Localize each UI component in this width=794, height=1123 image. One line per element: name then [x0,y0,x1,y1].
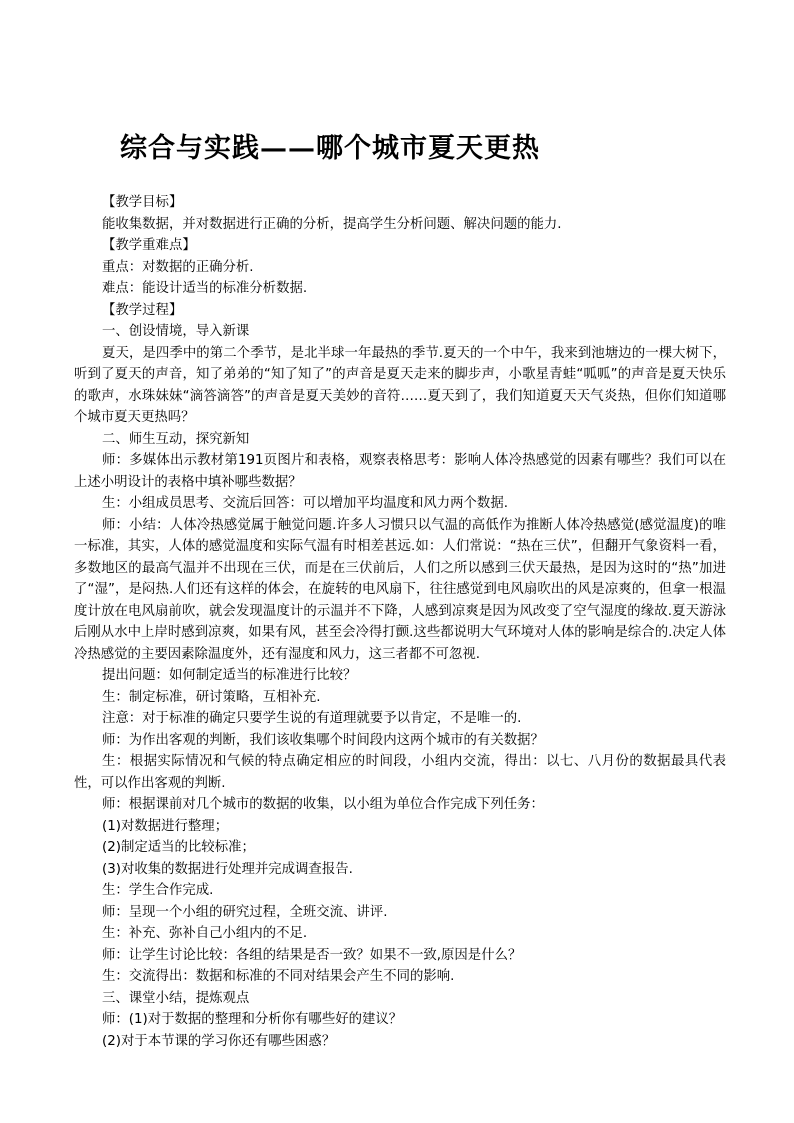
paragraph: 注意：对于标准的确定只要学生说的有道理就要予以肯定，不是唯一的. [102,711,522,726]
section-heading-key-points: 【教学重难点】 [102,238,196,253]
paragraph: 师：多媒体出示教材第191页图片和表格，观察表格思考：影响人体冷热感觉的因素有哪些？我们可以在上述小明设计的表格中填补哪些数据？ [74,453,726,490]
paragraph: 夏天，是四季中的第二个季节，是北半球一年最热的季节.夏天的一个中午，我来到池塘边的一棵大树下，听到了夏天的声音，知了弟弟的“知了知了”的声音是夏天走来的脚步声，小歌星青蛙“呱呱”的声音是夏天快乐的歌声，水珠妹妹“滴答滴答”的声音是夏天美妙的音符……夏天到了，我们知道夏天天气炎热，但你们知道哪个城市夏天更热吗？ [74,345,726,425]
page-title: 综合与实践——哪个城市夏天更热 [120,133,540,164]
subheading: 二、师生互动，探究新知 [102,431,250,447]
list-item: (1)对数据进行整理； [102,818,229,834]
paragraph: 师：呈现一个小组的研究过程，全班交流、讲评. [102,904,388,920]
paragraph: 生：学生合作完成. [102,883,214,898]
subheading: 一、创设情境，导入新课 [102,324,250,339]
paragraph: 生：制定标准，研讨策略，互相补充. [102,689,321,705]
section-heading-objectives: 【教学目标】 [102,195,183,210]
paragraph: 生：补充、弥补自己小组内的不足. [102,926,308,941]
list-item: (3)对收集的数据进行处理并完成调查报告. [102,861,353,877]
paragraph: 师：让学生讨论比较：各组的结果是否一致？如果不一致,原因是什么？ [102,947,522,963]
list-item: (2)制定适当的比较标准； [102,840,255,855]
section-heading-process: 【教学过程】 [102,302,183,318]
paragraph: 生：小组成员思考、交流后回答：可以增加平均温度和风力两个数据. [102,496,508,511]
paragraph: 生：根据实际情况和气候的特点确定相应的时间段，小组内交流，得出：以七、八月份的数据最具代表性，可以作出客观的判断. [74,754,726,791]
paragraph: 重点：对数据的正确分析. [102,259,254,275]
paragraph: 难点：能设计适当的标准分析数据. [102,281,308,296]
paragraph: 师：(1)对于数据的整理和分析你有哪些好的建议？ [102,1012,403,1027]
paragraph: 师：小结：人体冷热感觉属于触觉问题.许多人习惯只以气温的高低作为推断人体冷热感觉(感觉温度)的唯一标准，其实，人体的感觉温度和实际气温有时相差甚远.如：人们常说：“热在三伏”，但翻开气象资料一看，多数地区的最高气温并不出现在三伏，而是在三伏前后，人们之所以感到三伏天最热，是因为这时的“热”加进了“湿”，是闷热.人们还有这样的体会，在旋转的电风扇下，往往感觉到电风扇吹出的风是凉爽的，但拿一根温度计放在电风扇前吹，就会发现温度计的示温并不下降，人感到凉爽是因为风改变了空气湿度的缘故.夏天游泳后刚从水中上岸时感到凉爽，如果有风，甚至会冷得打颤.这些都说明大气环境对人体的影响是综合的.决定人体冷热感觉的主要因素除温度外，还有湿度和风力，这三者都不可忽视. [74,517,726,662]
subheading: 三、课堂小结，提炼观点 [102,990,250,1006]
paragraph: (2)对于本节课的学习你还有哪些困惑？ [102,1033,336,1049]
paragraph: 师：为作出客观的判断，我们该收集哪个时间段内这两个城市的有关数据？ [102,732,544,748]
document-body [74,192,726,1052]
paragraph: 能收集数据，并对数据进行正确的分析，提高学生分析问题、解决问题的能力. [102,216,562,232]
paragraph: 师：根据课前对几个城市的数据的收集，以小组为单位合作完成下列任务： [102,797,544,812]
paragraph: 生：交流得出：数据和标准的不同对结果会产生不同的影响. [102,969,455,984]
paragraph: 提出问题：如何制定适当的标准进行比较？ [102,668,357,683]
